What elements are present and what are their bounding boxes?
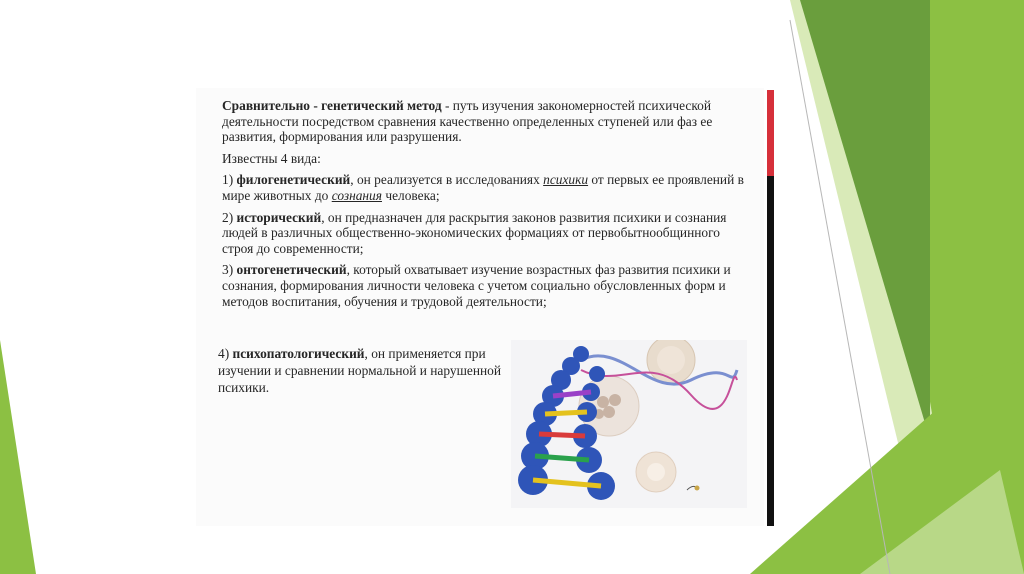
item-number: 1): [222, 172, 237, 188]
item-historical: [222, 210, 752, 257]
accent-bar-black: [767, 176, 774, 526]
item-ontogenetic: [222, 262, 752, 309]
item-text: , он реализуется в исследованиях: [350, 172, 544, 188]
green-left-triangle: [0, 340, 36, 574]
green-dark-triangle: [800, 0, 930, 440]
link-consciousness[interactable]: сознания: [331, 187, 382, 203]
method-description: - путь изучения закономерностей психической деятельности посредством сравнения качественно определенных ступеней или фаз ее развития, формирования или разрушения.: [222, 98, 713, 145]
method-title: Сравнительно - генетический метод: [222, 98, 442, 113]
item-term: психопатологический: [232, 346, 365, 361]
dna-helix-image: [511, 340, 747, 508]
method-definition: [222, 98, 752, 145]
item-text: , он применяется при изучении и сравнении нормальной и нарушенной психики.: [218, 346, 502, 395]
item-text: , он предназначен для раскрытия законов развития психики и сознания людей в различных общественно-экономических формациях от первобытнообщинного строя до современности;: [222, 209, 727, 256]
item-number: 3): [222, 262, 237, 278]
link-psyche[interactable]: психики: [543, 172, 589, 188]
main-text: [222, 98, 752, 315]
item-text: от первых ее проявлений в мире животных до: [222, 172, 744, 203]
item-term: исторический: [236, 209, 322, 225]
item-phylogenetic: [222, 172, 752, 203]
item-text: , который охватывает изучение возрастных фаз развития психики и сознания, формирования личности человека с учетом социально обусловленных форм и методов воспитания, обучения и трудовой деятельности;: [222, 262, 731, 309]
item-term: филогенетический: [236, 172, 351, 188]
item-psychopathological: [218, 345, 508, 396]
item-number: 4): [218, 346, 233, 361]
accent-bar-red: [767, 90, 774, 176]
item-text: человека;: [381, 187, 440, 203]
item-term: онтогенетический: [236, 262, 347, 278]
kinds-intro: Известны 4 вида:: [222, 150, 321, 166]
item-number: 2): [222, 209, 237, 225]
